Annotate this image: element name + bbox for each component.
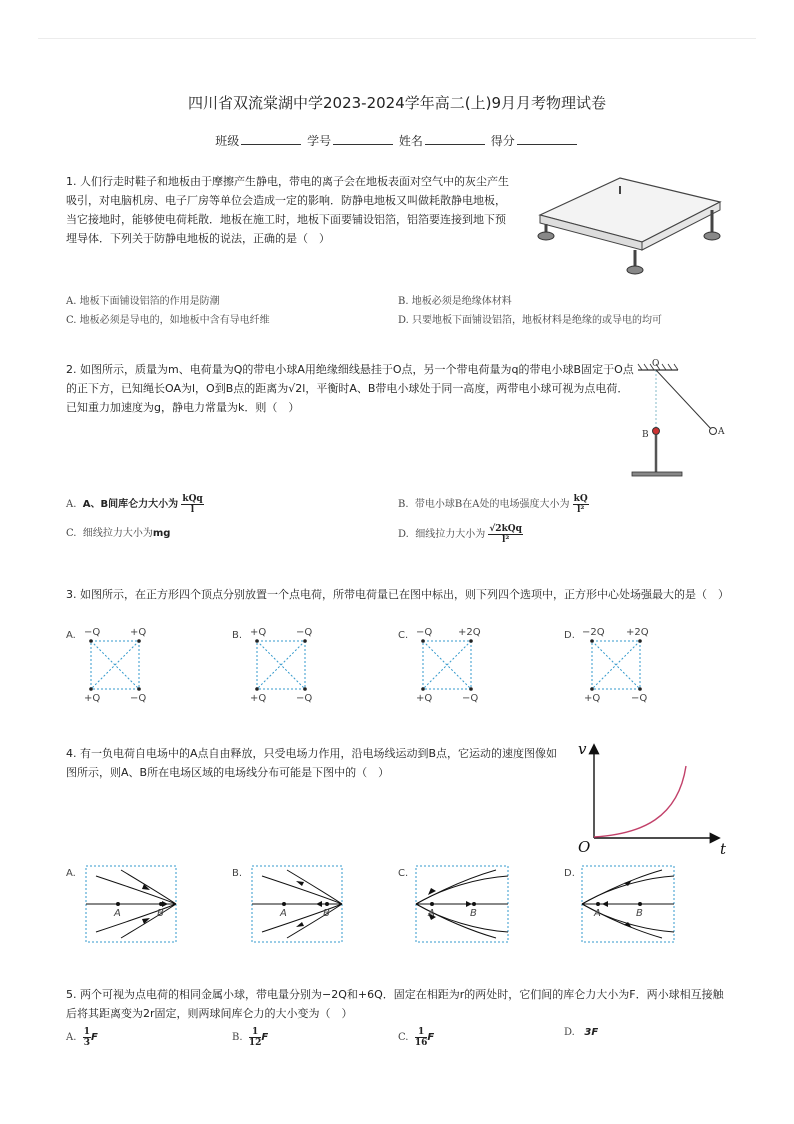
info-score-label: 得分 [490, 134, 515, 148]
q2-option-a[interactable]: A. A、B间库仑力大小为 $\frac{\text{kQq}}{l}$ [66, 494, 203, 515]
q3-stem: 3. 如图所示，在正方形四个顶点分别放置一个点电荷，所带电荷量已在图中标出，则下列四个选项中，正方形中心处场强最大的是（ ） [66, 588, 729, 601]
info-class-blank[interactable] [241, 143, 301, 145]
q3-option-b[interactable]: B. +Q −Q +Q −Q [232, 627, 313, 704]
q5-option-c[interactable]: C. $\frac{1}{16}$ F [398, 1027, 435, 1048]
q4-origin: O [578, 838, 591, 856]
q5-option-d[interactable]: D. 3F [564, 1027, 599, 1038]
q2-stem: 2. 如图所示，质量为m、电荷量为Q的带电小球A用绝缘细线悬挂于O点，另一个带电荷量为q的带电小球B固定于O点的正下方，已知绳长OA为l，O到B点的距离为√2l，平衡时A、B带电小球处于同一高度，两带电小球可视为点电荷．已知重力加速度为g，静电力常量为k．则（ ） [66, 363, 634, 414]
top-rule [38, 38, 756, 39]
q2-pendulum-figure [626, 358, 736, 480]
q3-option-a[interactable]: A. −Q +Q +Q −Q [66, 627, 147, 704]
page-title: 四川省双流棠湖中学2023-2024学年高二(上)9月月考物理试卷 [187, 94, 606, 112]
q4-option-b[interactable]: B. A B [232, 864, 352, 946]
q4-axis-v: v [578, 740, 587, 758]
q2-option-b[interactable]: B. 带电小球B在A处的电场强度大小为 $\frac{kQ}{\text{l²}}$ [398, 494, 588, 515]
q3-option-c[interactable]: C. −Q +2Q +Q −Q [398, 627, 481, 704]
q5-option-a[interactable]: A. $\frac{1}{3}$ F [66, 1027, 98, 1048]
q1-floor-figure [530, 170, 730, 280]
info-class-label: 班级 [215, 134, 240, 148]
q3-option-d[interactable]: D. −2Q +2Q +Q −Q [564, 627, 649, 704]
q2-label-b: B [642, 430, 649, 440]
q1-stem: 1. 人们行走时鞋子和地板由于摩擦产生静电，带电的离子会在地板表面对空气中的灰尘产生吸引，对电脑机房、电子厂房等单位会造成一定的影响．防静电地板又叫做耗散静电地板，当它接地时，能够使电荷耗散．地板在施工时，地板下面要铺设铝箔，铝箔要连接到地下预埋导体．下列关于防静电地板的说法，正确的是（ ） [66, 175, 509, 245]
info-number-blank[interactable] [333, 143, 393, 145]
q4-axis-t: t [720, 840, 727, 858]
q4-velocity-graph [572, 738, 734, 860]
q2-label-a: A [718, 427, 725, 437]
q5-stem: 5. 两个可视为点电荷的相同金属小球，带电量分别为−2Q和+6Q．固定在相距为r的两处时，它们间的库仑力大小为F．两小球相互接触后将其距离变为2r固定，则两球间库仑力的大小变为（ ） [66, 988, 724, 1020]
q1-option-a[interactable]: A. 地板下面铺设铝箔的作用是防潮 [66, 296, 220, 307]
q4-option-c[interactable]: C. A B [398, 864, 518, 946]
q2-label-o: O [652, 359, 660, 369]
q2-option-d[interactable]: D. 细线拉力大小为 $\frac{\text{√2kQq}}{\text{l²}}$ [398, 524, 522, 545]
info-number-label: 学号 [307, 134, 332, 148]
info-name-blank[interactable] [425, 143, 485, 145]
q1-option-b[interactable]: B. 地板必须是绝缘体材料 [398, 296, 512, 307]
q1-option-c[interactable]: C. 地板必须是导电的，如地板中含有导电纤维 [66, 315, 270, 326]
student-info-line [0, 132, 794, 149]
q4-option-a[interactable]: A. A B [66, 864, 186, 946]
q4-option-d[interactable]: D. A B [564, 864, 684, 946]
info-name-label: 姓名 [398, 134, 423, 148]
q4-stem: 4. 有一负电荷自电场中的A点自由释放，只受电场力作用，沿电场线运动到B点，它运动的速度图像如图所示，则A、B所在电场区域的电场线分布可能是下图中的（ ） [66, 747, 558, 779]
q2-option-c[interactable]: C. 细线拉力大小为mg [66, 528, 171, 539]
q5-option-b[interactable]: B. $\frac{1}{12}$ F [232, 1027, 269, 1048]
q1-option-d[interactable]: D. 只要地板下面铺设铝箔，地板材料是绝缘的或导电的均可 [398, 315, 663, 326]
info-score-blank[interactable] [517, 143, 577, 145]
